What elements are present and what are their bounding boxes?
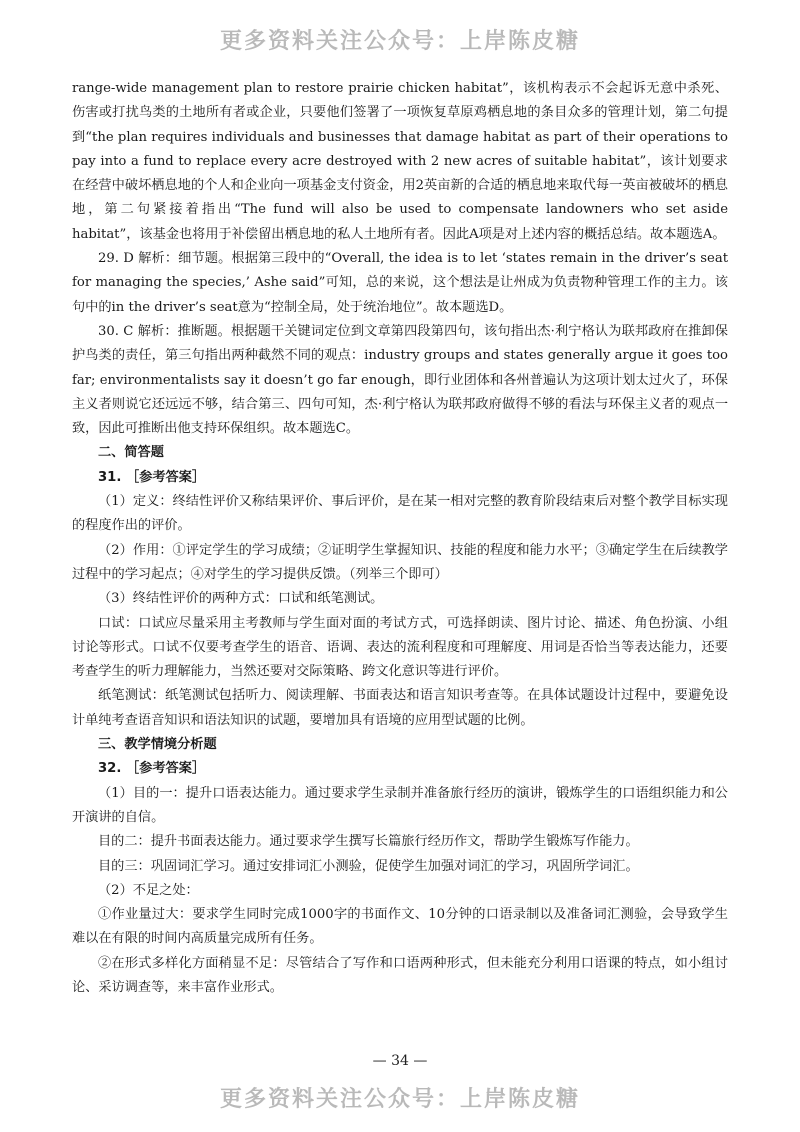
paragraph-assessment-methods: （3）终结性评价的两种方式：口试和纸笔测试。	[98, 591, 384, 607]
paragraph-purpose-two: 目的二：提升书面表达能力。通过要求学生撰写长篇旅行经历作文，帮助学生锻炼写作能力。	[98, 834, 639, 850]
watermark-bottom: 更多资料关注公众号：上岸陈皮糖	[219, 1087, 580, 1112]
paragraph-function: （2）作用：①评定学生的学习成绩；②证明学生掌握知识、技能的程度和能力水平；③确定学生在后续教学过程中的学习起点；④对学生的学习提供反馈。（列举三个即可）	[72, 542, 728, 582]
paragraph-answer-30: 30. C 解析：推断题。根据题干关键词定位到文章第四段第四句，该句指出杰·利宁格认为联邦政府在推卸保护鸟类的责任，第三句指出两种截然不同的观点：industry groups and states generally argue it goes too far; environmentalists say it doesn’t go far enough，即行业团体和各州普遍认为这项计划太过火了，环保主义者则说它还远远不够，结合第三、四句可知，杰·利宁格认为联邦政府做得不够的看法与环保主义者的观点一致，因此可推断出他支持环保组织。故本题选C。	[72, 323, 728, 437]
paragraph-shortcoming-one: ①作业量过大：要求学生同时完成1000字的书面作文、10分钟的口语录制以及准备词汇测验，会导致学生难以在有限的时间内高质量完成所有任务。	[72, 907, 728, 947]
paragraph-purpose-one: （1）目的一：提升口语表达能力。通过要求学生录制并准备旅行经历的演讲，锻炼学生的口语组织能力和公开演讲的自信。	[72, 785, 728, 825]
paragraph-definition: （1）定义：终结性评价又称结果评价、事后评价，是在某一相对完整的教育阶段结束后对整个教学目标实现的程度作出的评价。	[72, 494, 728, 534]
paragraph-written-test: 纸笔测试：纸笔测试包括听力、阅读理解、书面表达和语言知识考查等。在具体试题设计过程中，要避免设计单纯考查语音知识和语法知识的试题，要增加具有语境的应用型试题的比例。	[72, 688, 728, 728]
page-number: — 34 —	[372, 1053, 428, 1069]
question-31-heading: 31. ［参考答案］	[98, 469, 206, 485]
paragraph-purpose-three: 目的三：巩固词汇学习。通过安排词汇小测验，促使学生加强对词汇的学习，巩固所学词汇。	[98, 858, 639, 874]
question-32-heading: 32. ［参考答案］	[98, 761, 206, 777]
paragraph-shortcoming-two: ②在形式多样化方面稍显不足：尽管结合了写作和口语两种形式，但未能充分利用口语课的特点，如小组讨论、采访调查等，来丰富作业形式。	[72, 955, 728, 995]
paragraph-oral-test: 口试：口试应尽量采用主考教师与学生面对面的考试方式，可选择朗读、图片讨论、描述、角色扮演、小组讨论等形式。口试不仅要考查学生的语音、语调、表达的流利程度和可理解度、用词是否恰当等表达能力，还要考查学生的听力理解能力，当然还要对交际策略、跨文化意识等进行评价。	[72, 615, 728, 680]
paragraph-28-continued: range-wide management plan to restore prairie chicken habitat”，该机构表示不会起诉无意中杀死、伤害或打扰鸟类的土地所有者或企业，只要他们签署了一项恢复草原鸡栖息地的条目众多的管理计划，第二句提到“the plan requires individuals and businesses that damage habitat as part of their operations to pay into a fund to replace every acre destroyed with 2 new acres of suitable habitat”，该计划要求在经营中破坏栖息地的个人和企业向一项基金支付资金，用2英亩新的合适的栖息地来取代每一英亩被破坏的栖息地，第二句紧接着指出“The fund will also be used to compensate landowners who set aside habitat”，该基金也将用于补偿留出栖息地的私人土地所有者。因此A项是对上述内容的概括总结。故本题选A。	[72, 81, 728, 242]
section-heading-short-answer: 二、简答题	[98, 445, 164, 461]
section-heading-teaching-scenario: 三、教学情境分析题	[98, 737, 217, 753]
watermark-top: 更多资料关注公众号：上岸陈皮糖	[219, 29, 580, 54]
paragraph-shortcomings-heading: （2）不足之处：	[98, 882, 199, 898]
document-body	[72, 77, 728, 1000]
paragraph-answer-29: 29. D 解析：细节题。根据第三段中的“Overall, the idea is to let ‘states remain in the driver’s seat for managing the species,’ Ashe said”可知，总的来说，这个想法是让州成为负责物种管理工作的主力。该句中的in the driver’s seat意为“控制全局，处于统治地位”。故本题选D。	[72, 251, 728, 315]
